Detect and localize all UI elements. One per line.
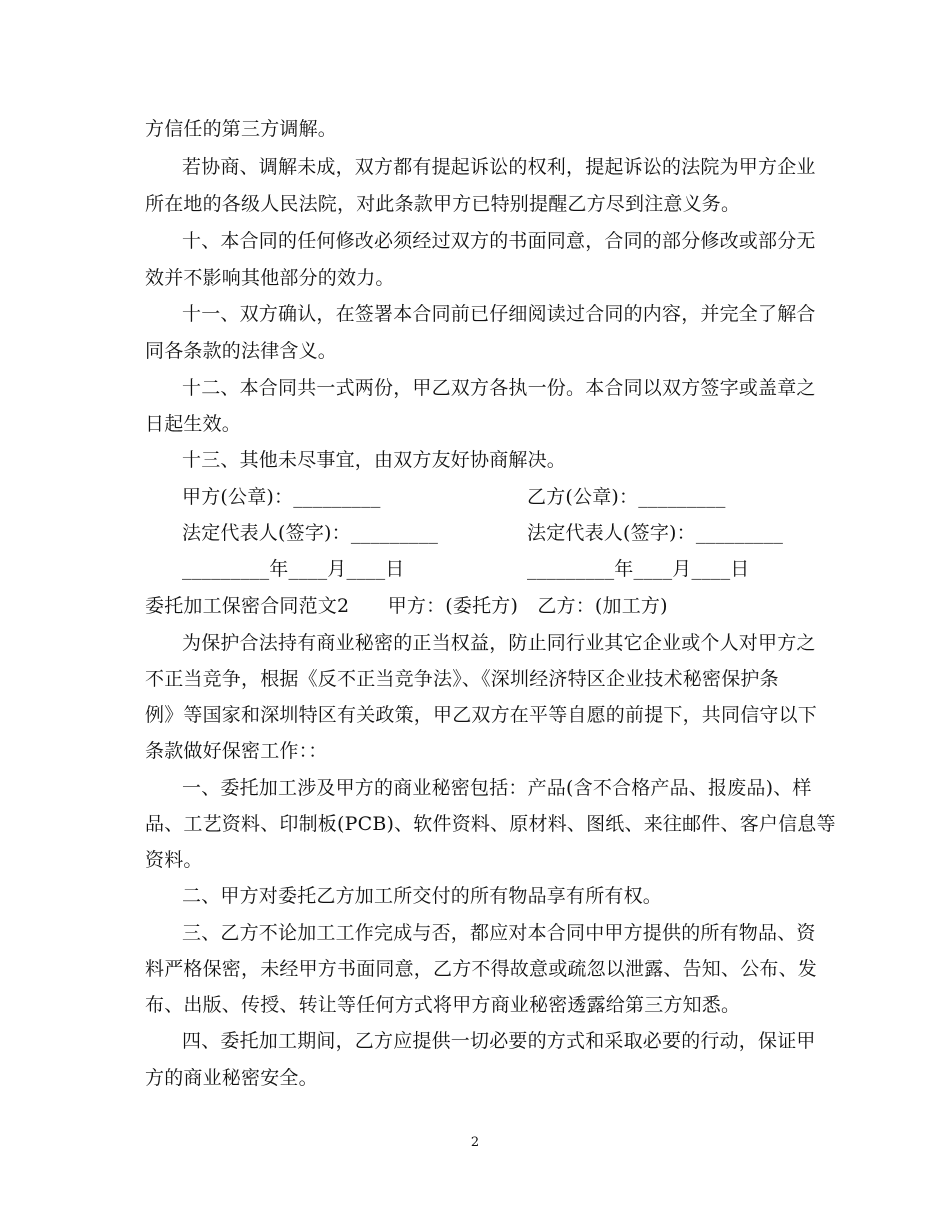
text-line: 十三、其他未尽事宜，由双方友好协商解决。 (182, 449, 567, 471)
party-b-date: _________年____月____日 (527, 558, 750, 580)
text-line: 十、本合同的任何修改必须经过双方的书面同意，合同的部分修改或部分无 (182, 230, 816, 252)
text-line: 不正当竞争，根据《反不正当竞争法》、《深圳经济特区企业技术秘密保护条 (145, 668, 779, 690)
text-line: 四、委托加工期间，乙方应提供一切必要的方式和采取必要的行动，保证甲 (182, 1030, 816, 1052)
text-line: 十二、本合同共一式两份，甲乙双方各执一份。本合同以双方签字或盖章之 (182, 377, 816, 399)
text-line: 方的商业秘密安全。 (145, 1067, 318, 1089)
text-line: 二、甲方对委托乙方加工所交付的所有物品享有所有权。 (182, 885, 663, 907)
text-line: 十一、双方确认，在签署本合同前已仔细阅读过合同的内容，并完全了解合 (182, 303, 816, 325)
text-line: 品、工艺资料、印制板(PCB)、软件资料、原材料、图纸、来往邮件、客户信息等 (145, 813, 836, 835)
text-line: 三、乙方不论加工工作完成与否，都应对本合同中甲方提供的所有物品、资 (182, 922, 816, 944)
text-line: 所在地的各级人民法院，对此条款甲方已特别提醒乙方尽到注意义务。 (145, 193, 741, 215)
text-line: 一、委托加工涉及甲方的商业秘密包括：产品(含不合格产品、报废品)、样 (182, 777, 812, 799)
party-a-representative: 法定代表人(签字)：_________ (182, 522, 439, 544)
text-line: 料严格保密，未经甲方书面同意，乙方不得故意或疏忽以泄露、告知、公布、发 (145, 958, 818, 980)
text-line: 同各条款的法律含义。 (145, 340, 338, 362)
text-line: 日起生效。 (145, 413, 242, 435)
party-a-seal: 甲方(公章)：_________ (182, 486, 381, 508)
page-number: 2 (470, 1135, 480, 1150)
party-a-date: _________年____月____日 (182, 558, 405, 580)
text-line: 例》等国家和深圳特区有关政策，甲乙双方在平等自愿的前提下，共同信守以下 (145, 704, 818, 726)
text-line: 资料。 (145, 849, 203, 871)
section-title: 委托加工保密合同范文2 甲方：(委托方) 乙方：(加工方) (145, 595, 668, 617)
text-line: 条款做好保密工作：： (145, 740, 328, 762)
text-line: 布、出版、传授、转让等任何方式将甲方商业秘密透露给第三方知悉。 (145, 994, 741, 1016)
text-line: 方信任的第三方调解。 (145, 118, 338, 140)
text-line: 为保护合法持有商业秘密的正当权益，防止同行业其它企业或个人对甲方之 (182, 632, 816, 654)
text-line: 若协商、调解未成，双方都有提起诉讼的权利，提起诉讼的法院为甲方企业 (182, 156, 816, 178)
party-b-representative: 法定代表人(签字)：_________ (527, 522, 784, 544)
party-b-seal: 乙方(公章)：_________ (527, 486, 726, 508)
text-line: 效并不影响其他部分的效力。 (145, 267, 395, 289)
